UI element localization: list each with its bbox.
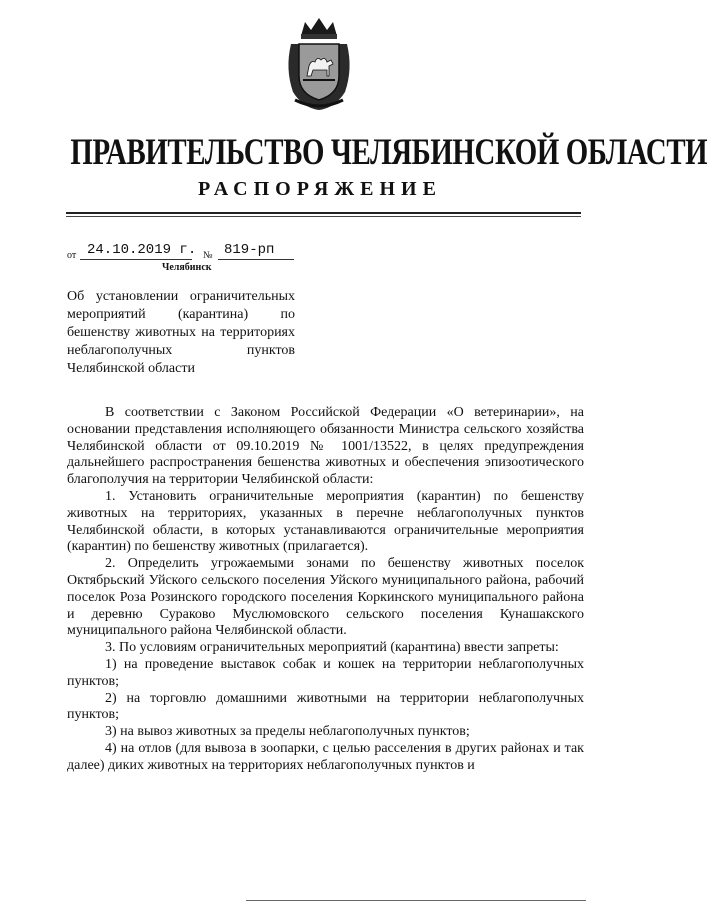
date-prefix: от <box>67 250 77 261</box>
document-number: 819-рп <box>224 242 275 258</box>
number-underline <box>218 259 294 260</box>
document-body <box>67 405 584 775</box>
page-bottom-edge <box>246 900 586 901</box>
list-item: 1) на проведение выставок собак и кошек на территории неблагополучных пунктов; <box>67 656 584 689</box>
document-type-heading: РАСПОРЯЖЕНИЕ <box>198 178 442 200</box>
body-paragraph: 3. По условиям ограничительных мероприятий (карантина) ввести запреты: <box>105 640 559 656</box>
list-item: 4) на отлов (для вывоза в зоопарки, с целью расселения в других районах и так далее) диких животных на территориях неблагополучных пунктов и <box>67 740 584 773</box>
number-prefix: № <box>203 250 213 261</box>
list-item: 3) на вывоз животных за пределы неблагополучных пунктов; <box>105 724 470 740</box>
date-underline <box>80 259 192 260</box>
list-item: 2) на торговлю домашними животными на территории неблагополучных пунктов; <box>67 690 584 723</box>
document-subject: Об установлении ограничительных мероприятий (карантина) по бешенству животных на территориях неблагополучных пунктов Челябинской области <box>67 289 295 376</box>
header-divider-thin <box>66 216 581 217</box>
document-date: 24.10.2019 г. <box>87 242 197 258</box>
government-title: ПРАВИТЕЛЬСТВО ЧЕЛЯБИНСКОЙ ОБЛАСТИ <box>70 132 707 173</box>
issue-city: Челябинск <box>162 262 212 273</box>
preamble-paragraph: В соответствии с Законом Российской Федерации «О ветеринарии», на основании представления исполняющего обязанности Министра сельского хозяйства Челябинской области от 09.10.2019 № 1001/13522, в целях предупреждения дальнейшего распространения бешенства животных и обеспечения эпизоотического благополучия на территории Челябинской области: <box>67 405 584 488</box>
body-paragraph: 2. Определить угрожаемыми зонами по бешенству животных поселок Октябрьский Уйского сельского поселения Уйского муниципального района, рабочий поселок Роза Розинского городского поселения Коркинского муниципального района и деревню Сураково Муслюмовского сельского поселения Кунашакского муниципального района Челябинской области. <box>67 556 584 639</box>
body-paragraph: 1. Установить ограничительные мероприятия (карантин) по бешенству животных на территориях, указанных в перечне неблагополучных пунктов Челябинской области, в которых устанавливаются ограничительные мероприятия (карантин) по бешенству животных (прилагается). <box>67 488 584 555</box>
coat-of-arms-icon <box>281 14 357 112</box>
header-divider <box>66 212 581 214</box>
